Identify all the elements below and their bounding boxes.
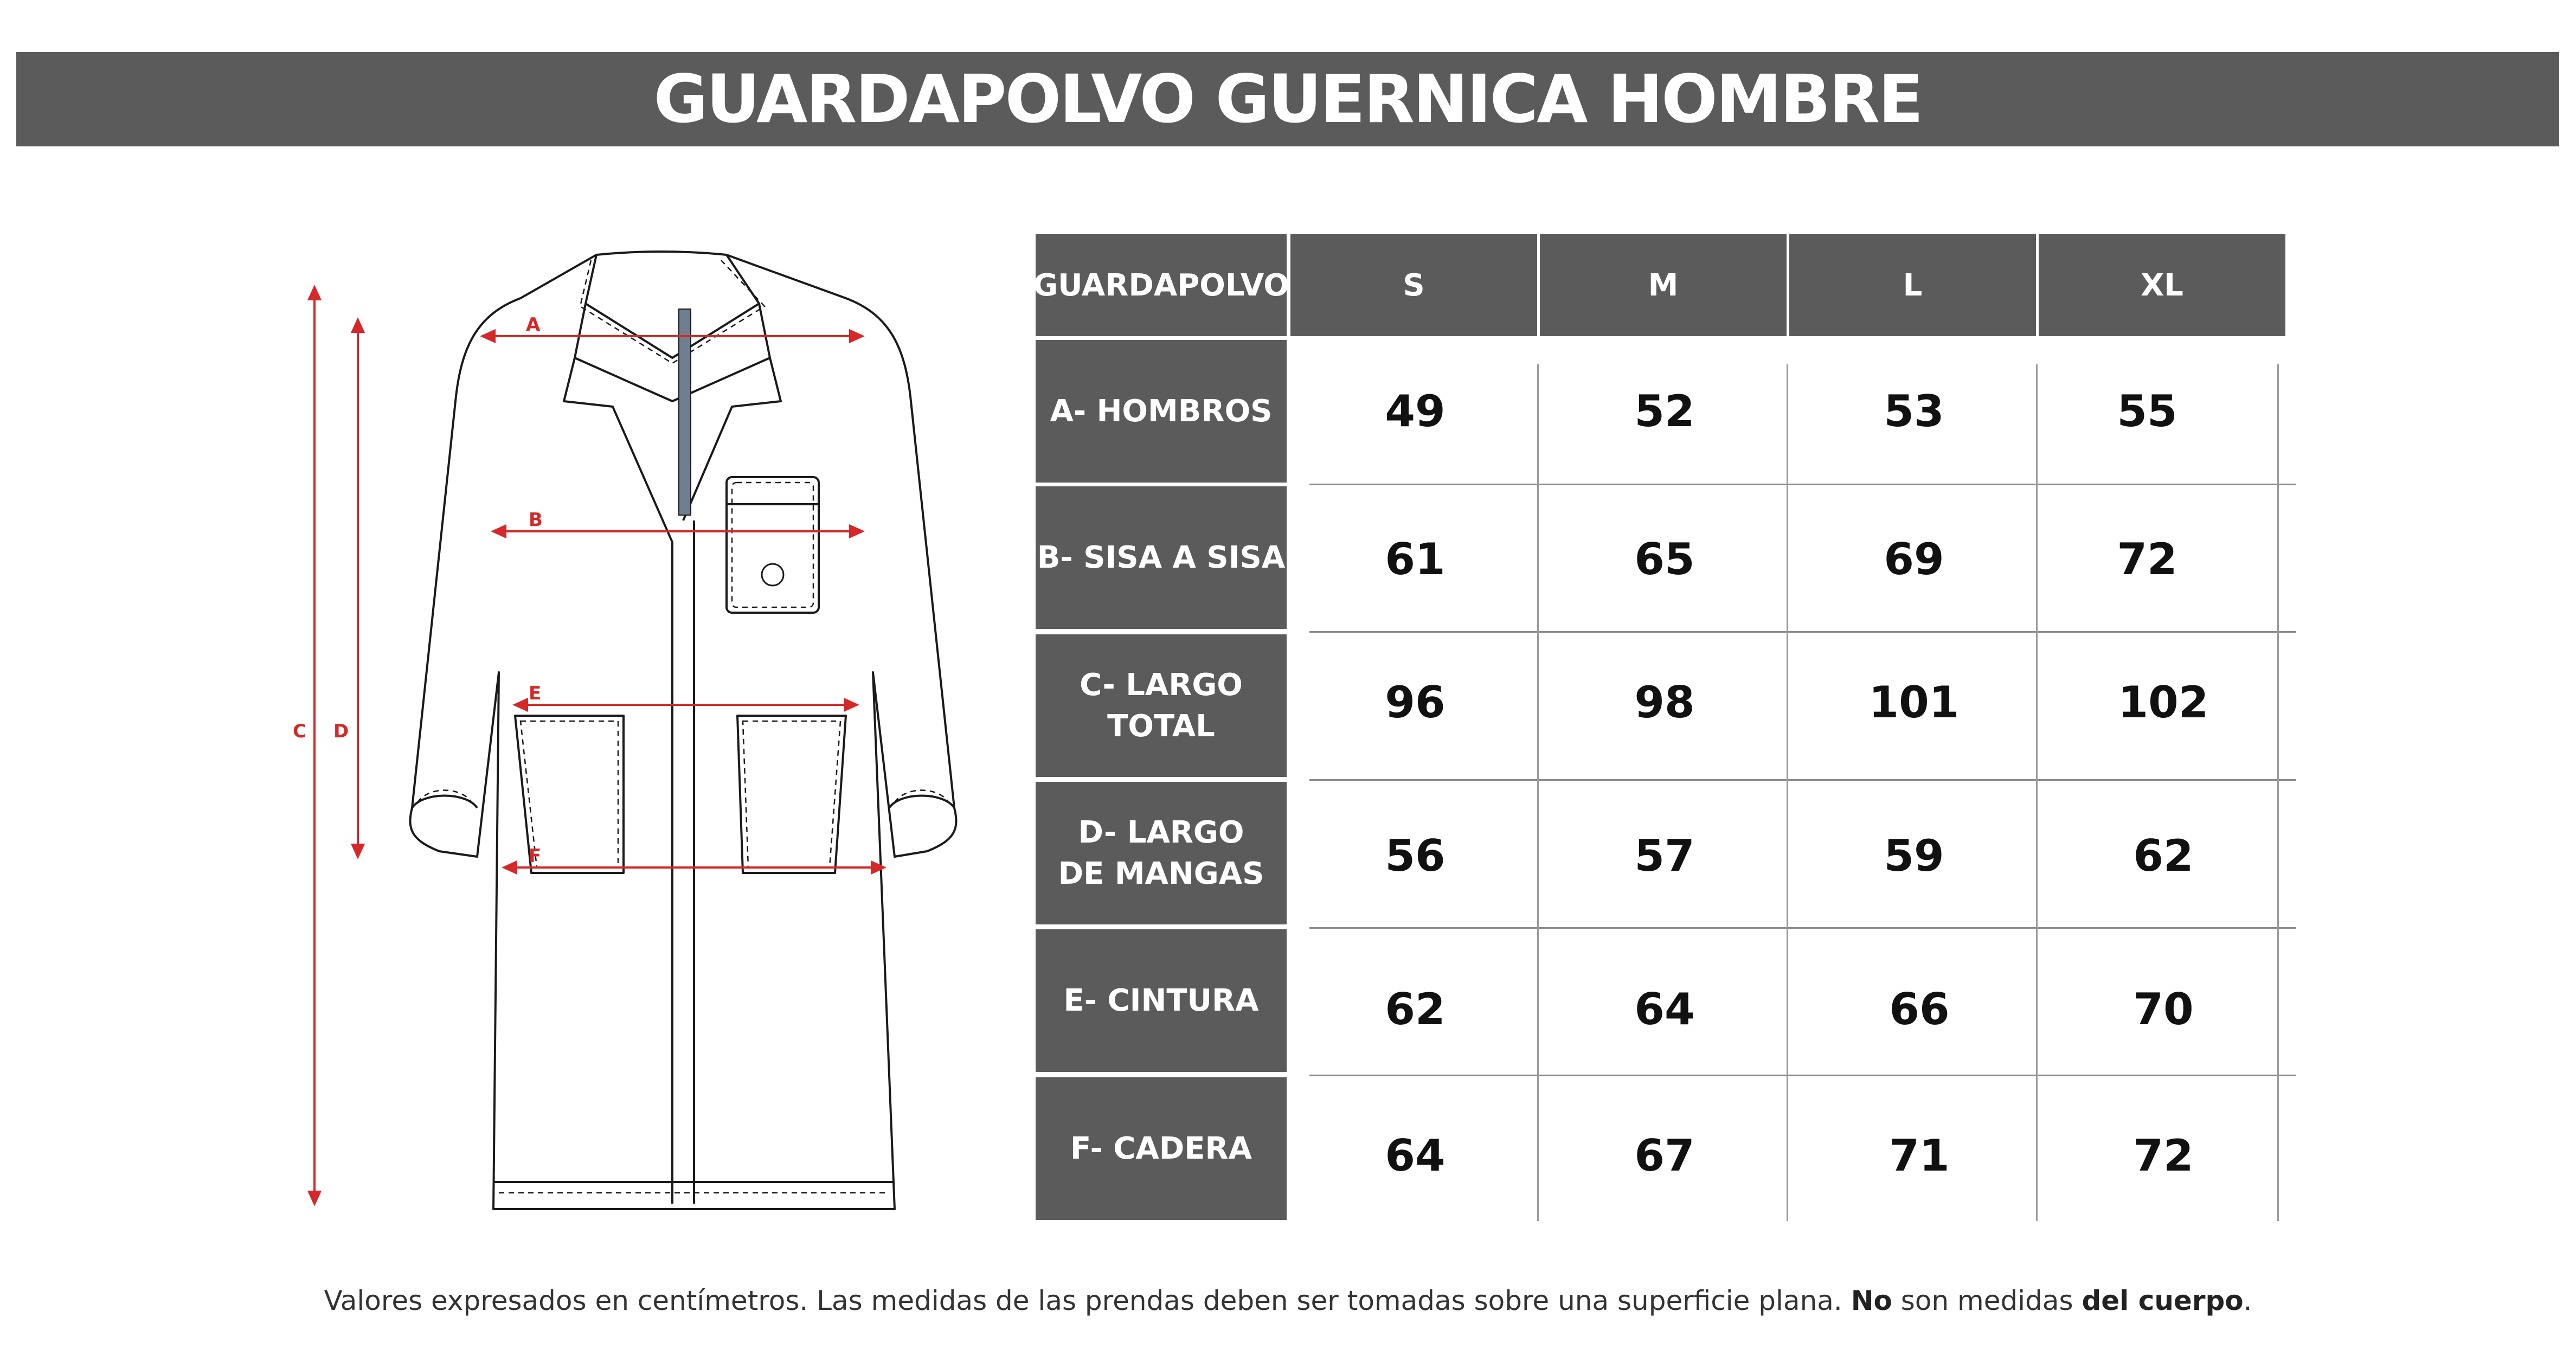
cell-hombros-l: 53 (1884, 385, 1944, 436)
size-header-xl: XL (2039, 234, 2285, 336)
cell-cintura-s: 62 (1385, 984, 1446, 1034)
cell-cintura-xl: 70 (2133, 984, 2194, 1034)
row-label-sisa: B- SISA A SISA (1036, 486, 1287, 629)
cell-hombros-xl: 55 (2117, 385, 2177, 436)
cell-cintura-m: 64 (1634, 984, 1695, 1034)
cell-largo-total-m: 98 (1634, 677, 1695, 728)
measure-label-d: D (333, 721, 349, 742)
row-label-cadera: F- CADERA (1036, 1077, 1287, 1220)
cell-cintura-l: 66 (1889, 984, 1950, 1034)
size-header-m: M (1540, 234, 1787, 336)
measure-label-f: F (529, 845, 542, 867)
cell-largo-total-xl: 102 (2118, 677, 2209, 728)
measure-label-e: E (529, 683, 542, 704)
cell-largo-total-l: 101 (1868, 677, 1960, 728)
cell-sisa-xl: 72 (2117, 534, 2177, 584)
cell-hombros-m: 52 (1634, 385, 1695, 436)
table-corner-label: GUARDAPOLVO (1036, 234, 1287, 336)
footnote-bold-1: No (1851, 1285, 1892, 1316)
cell-sisa-m: 65 (1634, 534, 1695, 584)
cell-cadera-xl: 72 (2133, 1130, 2194, 1181)
cell-hombros-s: 49 (1385, 385, 1446, 436)
title-banner (16, 52, 2559, 146)
measure-label-b: B (529, 509, 543, 531)
coat-diagram (260, 239, 1019, 1214)
size-header-l: L (1789, 234, 2036, 336)
measure-label-a: A (526, 314, 541, 336)
grid-line (1309, 484, 2296, 485)
cell-sisa-s: 61 (1385, 534, 1446, 584)
page-title: GUARDAPOLVO GUERNICA HOMBRE (653, 61, 1922, 138)
cell-cadera-m: 67 (1634, 1130, 1695, 1181)
measure-label-c: C (293, 721, 306, 742)
row-label-largo-mangas: D- LARGO DE MANGAS (1036, 782, 1287, 924)
row-label-cintura: E- CINTURA (1036, 929, 1287, 1072)
cell-largo-mangas-s: 56 (1385, 830, 1446, 881)
cell-sisa-l: 69 (1884, 534, 1944, 584)
size-header-s: S (1290, 234, 1537, 336)
footnote-text-2: son medidas (1892, 1285, 2082, 1316)
cell-largo-total-s: 96 (1385, 677, 1446, 728)
cell-largo-mangas-l: 59 (1884, 830, 1944, 881)
cell-cadera-l: 71 (1889, 1130, 1950, 1181)
cell-largo-mangas-m: 57 (1634, 830, 1695, 881)
footnote-bold-2: del cuerpo (2082, 1285, 2244, 1316)
grid-line (1309, 779, 2296, 781)
row-label-hombros: A- HOMBROS (1036, 340, 1287, 483)
footnote-text-1: Valores expresados en centímetros. Las medidas de las prendas deben ser tomadas sobre una superficie plana. (324, 1285, 1851, 1316)
footnote-text-3: . (2243, 1285, 2252, 1316)
row-label-largo-total: C- LARGO TOTAL (1036, 634, 1287, 777)
grid-line (1309, 927, 2296, 929)
cell-cadera-s: 64 (1385, 1130, 1446, 1181)
measurement-lines (260, 239, 1019, 1214)
footnote (0, 1285, 2576, 1316)
cell-largo-mangas-xl: 62 (2133, 830, 2194, 881)
